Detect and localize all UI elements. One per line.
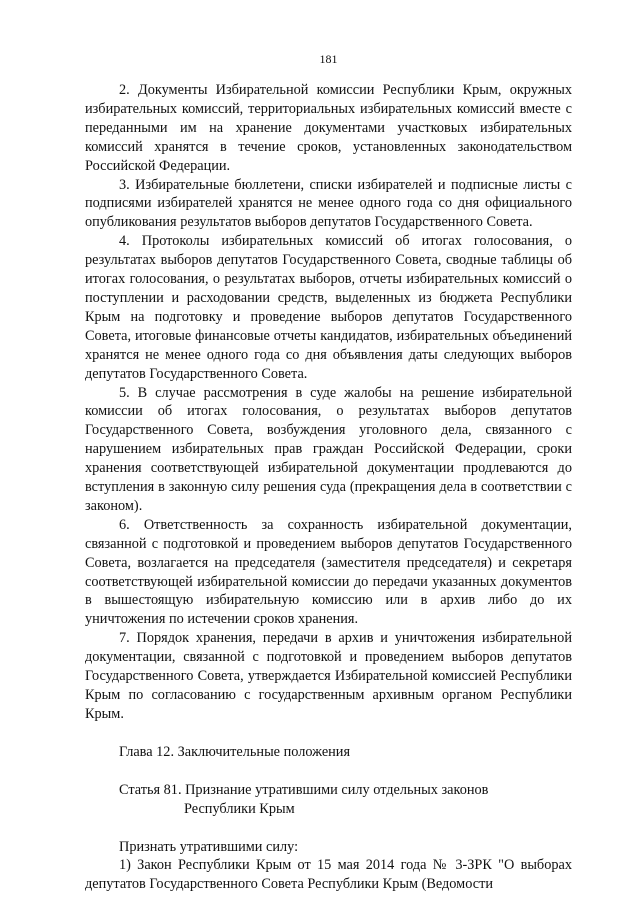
paragraph-6: 6. Ответственность за сохранность избирательной документации, связанной с подготовкой и проведением выборов депутатов Государственного Совета, возлагается на председателя (заместителя председателя) и секретаря соответствующей избирательной комиссии до передачи указанных документов в вышестоящую избирательную комиссию или в архив либо до их уничтожения по истечении сроков хранения. <box>85 516 572 628</box>
list-item-1: 1) Закон Республики Крым от 15 мая 2014 года № 3-ЗРК "О выборах депутатов Государственного Совета Республики Крым (Ведомости <box>85 857 572 893</box>
paragraph-3: 3. Избирательные бюллетени, списки избирателей и подписные листы с подписями избирателей хранятся не менее одного года со дня официального опубликования результатов выборов депутатов Государственного Совета. <box>85 176 572 231</box>
page-number: 181 <box>319 52 338 66</box>
recognize-text: Признать утратившими силу: <box>119 838 299 855</box>
paragraph-4: 4. Протоколы избирательных комиссий об итогах голосования, о результатах выборов депутатов Государственного Совета, сводные таблицы об итогах голосования, о результатах выборов, отчеты избирательных комиссий о поступлении и расходовании средств, выделенных из бюджета Республики Крым на подготовку и проведение выборов депутатов Государственного Совета, итоговые финансовые отчеты кандидатов, избирательных объединений хранятся не менее одного года со дня объявления даты следующих выборов депутатов Государственного Совета. <box>85 233 572 382</box>
chapter-title: Глава 12. Заключительные положения <box>119 743 351 760</box>
paragraph-7: 7. Порядок хранения, передачи в архив и уничтожения избирательной документации, связанной с подготовкой и проведением выборов депутатов Государственного Совета, утверждается Избирательной комиссией Республики Крым по согласованию с государственным архивным органом Республики Крым. <box>85 630 572 722</box>
paragraph-5: 5. В случае рассмотрения в суде жалобы на решение избирательной комиссии об итогах голосования, о результатах выборов депутатов Государственного Совета, возбуждения уголовного дела, связанного с нарушением избирательных прав граждан Российской Федерации, сроки хранения соответствующей избирательной документации продлеваются до вступления в законную силу решения суда (прекращения дела в соответствии с законом). <box>85 384 572 514</box>
article-title <box>85 781 572 819</box>
article-title-line-1: Статья 81. Признание утратившими силу отдельных законов <box>119 781 489 798</box>
article-title-line-2: Республики Крым <box>184 800 295 817</box>
paragraph-2: 2. Документы Избирательной комиссии Республики Крым, окружных избирательных комиссий, территориальных избирательных комиссий вместе с переданными им на хранение документами участковых избирательных комиссий хранятся в течение сроков, установленных законодательством Российской Федерации. <box>85 82 572 174</box>
